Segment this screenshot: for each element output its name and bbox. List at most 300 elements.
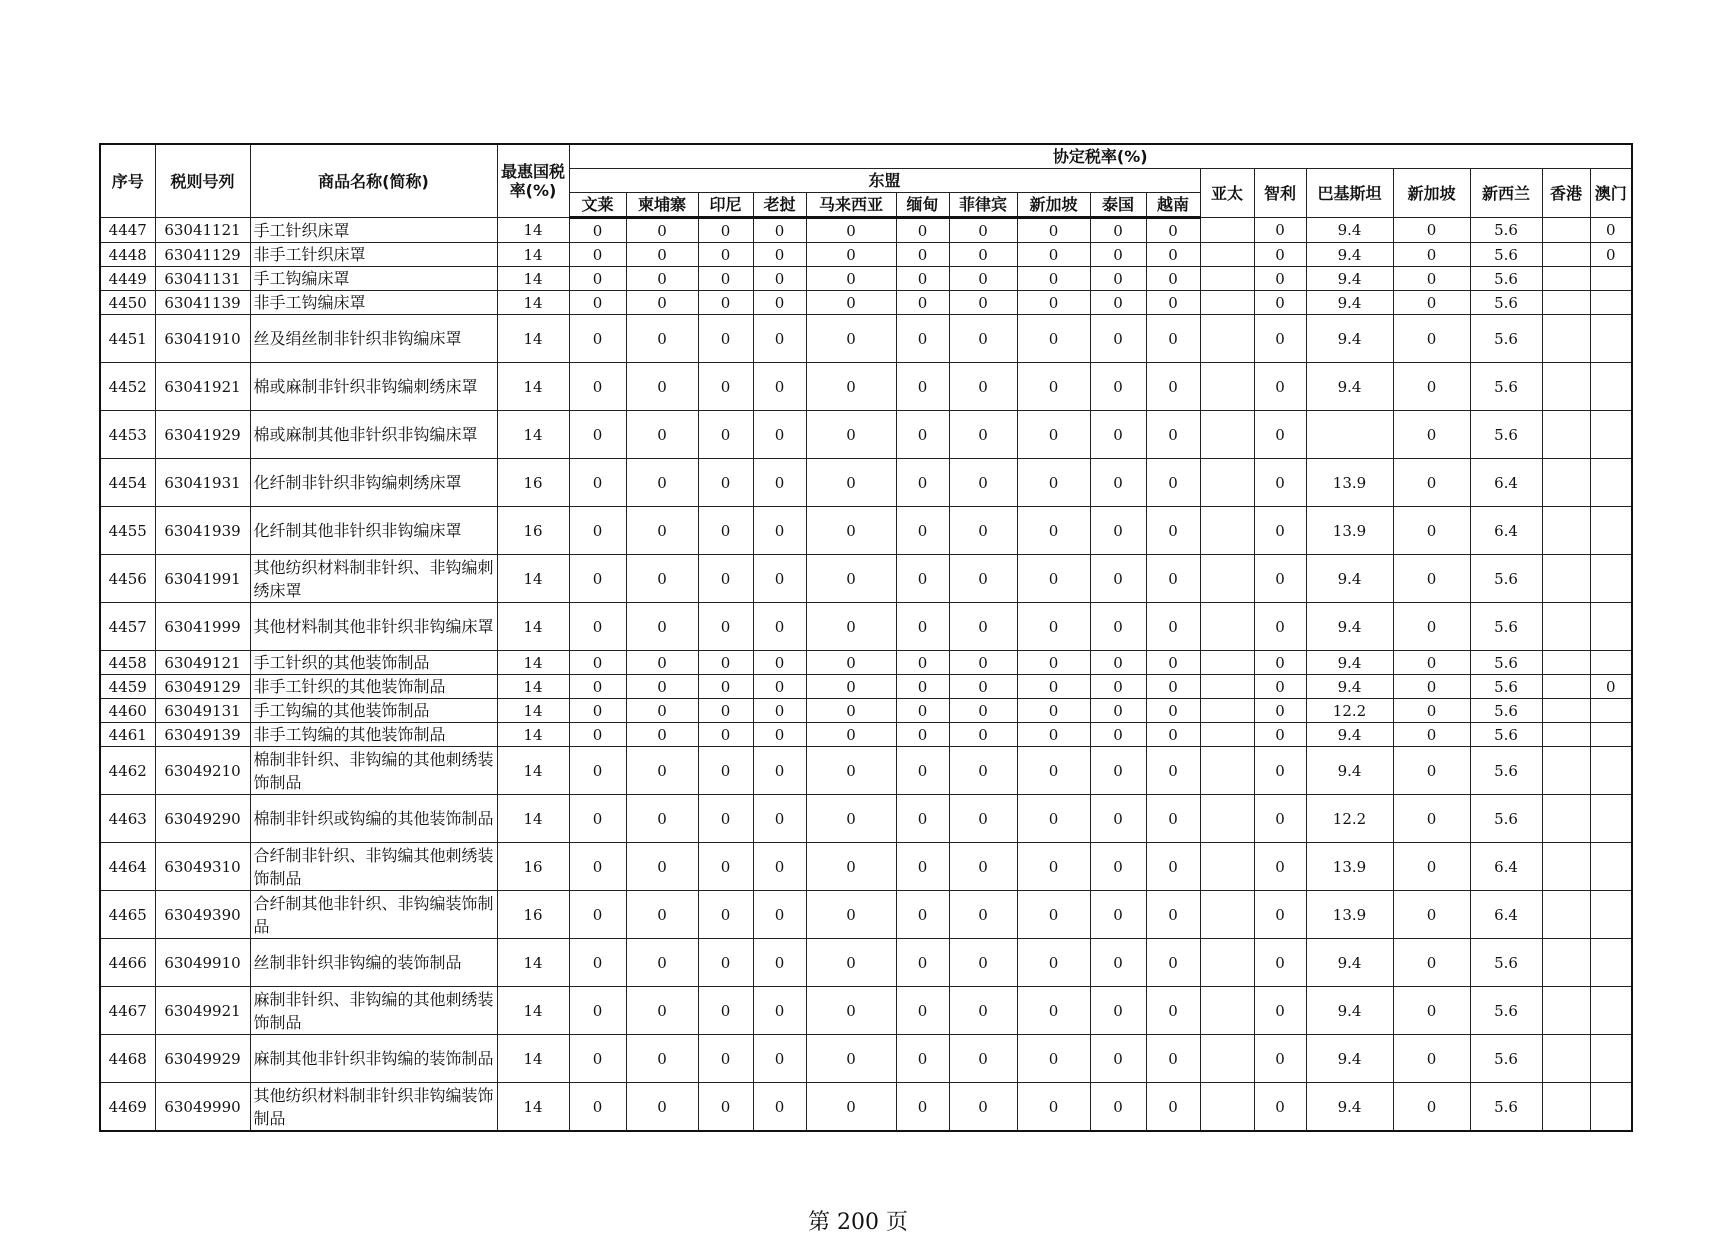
asean-rate-cell: 0 (1017, 675, 1090, 699)
asean-rate-cell: 0 (949, 315, 1017, 363)
header-seq: 序号 (100, 144, 155, 218)
mfn-cell: 14 (497, 675, 569, 699)
code-cell: 63049921 (155, 987, 250, 1035)
asean-rate-cell: 0 (896, 291, 949, 315)
code-cell: 63049210 (155, 747, 250, 795)
hong-kong-cell (1542, 699, 1590, 723)
asean-rate-cell: 0 (569, 218, 626, 243)
asean-rate-cell: 0 (569, 723, 626, 747)
pakistan-cell: 9.4 (1306, 1083, 1393, 1132)
asean-rate-cell: 0 (806, 987, 896, 1035)
pakistan-cell: 9.4 (1306, 1035, 1393, 1083)
chile-cell: 0 (1254, 243, 1306, 267)
asean-rate-cell: 0 (1017, 747, 1090, 795)
asean-rate-cell: 0 (1146, 459, 1200, 507)
apta-cell (1200, 218, 1254, 243)
asean-rate-cell: 0 (626, 315, 698, 363)
apta-cell (1200, 987, 1254, 1035)
code-cell: 63041129 (155, 243, 250, 267)
asean-rate-cell: 0 (753, 675, 806, 699)
asean-rate-cell: 0 (626, 939, 698, 987)
asean-rate-cell: 0 (698, 267, 753, 291)
table-row (100, 1083, 1632, 1132)
asean-rate-cell: 0 (626, 459, 698, 507)
asean-rate-cell: 0 (753, 843, 806, 891)
seq-cell: 4462 (100, 747, 155, 795)
apta-cell (1200, 291, 1254, 315)
asean-rate-cell: 0 (698, 699, 753, 723)
macau-cell (1590, 987, 1632, 1035)
header-agreement: 协定税率(%) (569, 144, 1632, 169)
asean-rate-cell: 0 (1090, 1083, 1146, 1132)
asean-rate-cell: 0 (1146, 507, 1200, 555)
pakistan-cell: 9.4 (1306, 987, 1393, 1035)
header-brunei: 文莱 (569, 193, 626, 218)
asean-rate-cell: 0 (1146, 1083, 1200, 1132)
table-row (100, 267, 1632, 291)
asean-rate-cell: 0 (626, 651, 698, 675)
chile-cell: 0 (1254, 723, 1306, 747)
asean-rate-cell: 0 (1146, 843, 1200, 891)
macau-cell (1590, 939, 1632, 987)
code-cell: 63049139 (155, 723, 250, 747)
asean-rate-cell: 0 (896, 411, 949, 459)
asean-rate-cell: 0 (949, 603, 1017, 651)
seq-cell: 4460 (100, 699, 155, 723)
table-row (100, 363, 1632, 411)
new-zealand-cell: 5.6 (1470, 747, 1542, 795)
apta-cell (1200, 267, 1254, 291)
asean-rate-cell: 0 (626, 843, 698, 891)
asean-rate-cell: 0 (753, 411, 806, 459)
macau-cell: 0 (1590, 243, 1632, 267)
new-zealand-cell: 5.6 (1470, 699, 1542, 723)
asean-rate-cell: 0 (1090, 603, 1146, 651)
seq-cell: 4456 (100, 555, 155, 603)
asean-rate-cell: 0 (569, 843, 626, 891)
asean-rate-cell: 0 (569, 1083, 626, 1132)
pakistan-cell: 9.4 (1306, 675, 1393, 699)
code-cell: 63041131 (155, 267, 250, 291)
macau-cell (1590, 1083, 1632, 1132)
seq-cell: 4452 (100, 363, 155, 411)
asean-rate-cell: 0 (753, 459, 806, 507)
table-row (100, 699, 1632, 723)
singapore-cell: 0 (1393, 267, 1470, 291)
hong-kong-cell (1542, 1035, 1590, 1083)
name-cell: 其他纺织材料制非针织、非钩编刺绣床罩 (250, 555, 497, 603)
macau-cell (1590, 891, 1632, 939)
asean-rate-cell: 0 (698, 459, 753, 507)
asean-rate-cell: 0 (1017, 411, 1090, 459)
asean-rate-cell: 0 (569, 243, 626, 267)
asean-rate-cell: 0 (569, 651, 626, 675)
asean-rate-cell: 0 (626, 795, 698, 843)
asean-rate-cell: 0 (753, 1035, 806, 1083)
apta-cell (1200, 507, 1254, 555)
macau-cell (1590, 459, 1632, 507)
asean-rate-cell: 0 (1090, 243, 1146, 267)
asean-rate-cell: 0 (1017, 363, 1090, 411)
pakistan-cell: 13.9 (1306, 843, 1393, 891)
asean-rate-cell: 0 (806, 315, 896, 363)
asean-rate-cell: 0 (1146, 218, 1200, 243)
asean-rate-cell: 0 (626, 603, 698, 651)
seq-cell: 4463 (100, 795, 155, 843)
hong-kong-cell (1542, 723, 1590, 747)
header-macau: 澳门 (1590, 169, 1632, 218)
name-cell: 棉或麻制非针织非钩编刺绣床罩 (250, 363, 497, 411)
name-cell: 手工针织床罩 (250, 218, 497, 243)
asean-rate-cell: 0 (626, 891, 698, 939)
asean-rate-cell: 0 (896, 843, 949, 891)
asean-rate-cell: 0 (1090, 795, 1146, 843)
singapore-cell: 0 (1393, 843, 1470, 891)
asean-rate-cell: 0 (698, 218, 753, 243)
asean-rate-cell: 0 (569, 795, 626, 843)
pakistan-cell: 9.4 (1306, 555, 1393, 603)
new-zealand-cell: 5.6 (1470, 603, 1542, 651)
asean-rate-cell: 0 (1146, 747, 1200, 795)
page-number: 第 200 页 (808, 1210, 908, 1235)
asean-rate-cell: 0 (569, 267, 626, 291)
code-cell: 63049290 (155, 795, 250, 843)
asean-rate-cell: 0 (806, 459, 896, 507)
singapore-cell: 0 (1393, 243, 1470, 267)
singapore-cell: 0 (1393, 291, 1470, 315)
new-zealand-cell: 5.6 (1470, 267, 1542, 291)
asean-rate-cell: 0 (698, 987, 753, 1035)
chile-cell: 0 (1254, 891, 1306, 939)
macau-cell (1590, 723, 1632, 747)
mfn-cell: 14 (497, 1035, 569, 1083)
asean-rate-cell: 0 (1017, 218, 1090, 243)
chile-cell: 0 (1254, 1035, 1306, 1083)
code-cell: 63041139 (155, 291, 250, 315)
asean-rate-cell: 0 (896, 218, 949, 243)
asean-rate-cell: 0 (626, 1083, 698, 1132)
asean-rate-cell: 0 (896, 699, 949, 723)
asean-rate-cell: 0 (949, 747, 1017, 795)
asean-rate-cell: 0 (806, 891, 896, 939)
asean-rate-cell: 0 (949, 291, 1017, 315)
hong-kong-cell (1542, 795, 1590, 843)
asean-rate-cell: 0 (1146, 699, 1200, 723)
chile-cell: 0 (1254, 603, 1306, 651)
singapore-cell: 0 (1393, 1083, 1470, 1132)
asean-rate-cell: 0 (896, 603, 949, 651)
asean-rate-cell: 0 (1090, 843, 1146, 891)
asean-rate-cell: 0 (896, 795, 949, 843)
chile-cell: 0 (1254, 675, 1306, 699)
header-new-zealand: 新西兰 (1470, 169, 1542, 218)
table-row (100, 843, 1632, 891)
macau-cell (1590, 291, 1632, 315)
code-cell: 63041921 (155, 363, 250, 411)
code-cell: 63049390 (155, 891, 250, 939)
asean-rate-cell: 0 (626, 291, 698, 315)
mfn-cell: 14 (497, 243, 569, 267)
code-cell: 63049990 (155, 1083, 250, 1132)
macau-cell (1590, 507, 1632, 555)
asean-rate-cell: 0 (806, 1083, 896, 1132)
name-cell: 其他材料制其他非针织非钩编床罩 (250, 603, 497, 651)
asean-rate-cell: 0 (569, 411, 626, 459)
asean-rate-cell: 0 (949, 555, 1017, 603)
new-zealand-cell: 5.6 (1470, 555, 1542, 603)
header-hong-kong: 香港 (1542, 169, 1590, 218)
mfn-cell: 14 (497, 555, 569, 603)
code-cell: 63049910 (155, 939, 250, 987)
asean-rate-cell: 0 (806, 411, 896, 459)
seq-cell: 4455 (100, 507, 155, 555)
asean-rate-cell: 0 (1146, 315, 1200, 363)
asean-rate-cell: 0 (896, 243, 949, 267)
pakistan-cell: 9.4 (1306, 603, 1393, 651)
hong-kong-cell (1542, 267, 1590, 291)
pakistan-cell: 9.4 (1306, 243, 1393, 267)
singapore-cell: 0 (1393, 507, 1470, 555)
asean-rate-cell: 0 (1017, 1035, 1090, 1083)
name-cell: 合纤制非针织、非钩编其他刺绣装饰制品 (250, 843, 497, 891)
mfn-cell: 14 (497, 315, 569, 363)
code-cell: 63041939 (155, 507, 250, 555)
singapore-cell: 0 (1393, 987, 1470, 1035)
asean-rate-cell: 0 (806, 243, 896, 267)
asean-rate-cell: 0 (1017, 243, 1090, 267)
tariff-table (99, 143, 1633, 1132)
asean-rate-cell: 0 (626, 243, 698, 267)
new-zealand-cell: 6.4 (1470, 459, 1542, 507)
seq-cell: 4448 (100, 243, 155, 267)
header-philippines: 菲律宾 (949, 193, 1017, 218)
asean-rate-cell: 0 (1017, 507, 1090, 555)
mfn-cell: 14 (497, 987, 569, 1035)
asean-rate-cell: 0 (626, 363, 698, 411)
asean-rate-cell: 0 (806, 1035, 896, 1083)
macau-cell (1590, 795, 1632, 843)
asean-rate-cell: 0 (753, 939, 806, 987)
asean-rate-cell: 0 (806, 795, 896, 843)
asean-rate-cell: 0 (806, 291, 896, 315)
asean-rate-cell: 0 (949, 843, 1017, 891)
table-row (100, 243, 1632, 267)
asean-rate-cell: 0 (806, 555, 896, 603)
apta-cell (1200, 843, 1254, 891)
asean-rate-cell: 0 (698, 651, 753, 675)
pakistan-cell: 9.4 (1306, 747, 1393, 795)
table-row (100, 987, 1632, 1035)
asean-rate-cell: 0 (896, 939, 949, 987)
chile-cell: 0 (1254, 459, 1306, 507)
asean-rate-cell: 0 (1146, 363, 1200, 411)
asean-rate-cell: 0 (1090, 411, 1146, 459)
asean-rate-cell: 0 (569, 363, 626, 411)
pakistan-cell: 9.4 (1306, 291, 1393, 315)
table-row (100, 891, 1632, 939)
asean-rate-cell: 0 (626, 267, 698, 291)
seq-cell: 4465 (100, 891, 155, 939)
asean-rate-cell: 0 (949, 459, 1017, 507)
apta-cell (1200, 795, 1254, 843)
asean-rate-cell: 0 (569, 291, 626, 315)
asean-rate-cell: 0 (1090, 699, 1146, 723)
asean-rate-cell: 0 (949, 795, 1017, 843)
header-chile: 智利 (1254, 169, 1306, 218)
asean-rate-cell: 0 (1090, 291, 1146, 315)
asean-rate-cell: 0 (753, 291, 806, 315)
mfn-cell: 16 (497, 891, 569, 939)
name-cell: 手工钩编床罩 (250, 267, 497, 291)
asean-rate-cell: 0 (1017, 651, 1090, 675)
name-cell: 非手工针织床罩 (250, 243, 497, 267)
code-cell: 63041991 (155, 555, 250, 603)
asean-rate-cell: 0 (1090, 651, 1146, 675)
asean-rate-cell: 0 (753, 315, 806, 363)
asean-rate-cell: 0 (896, 1035, 949, 1083)
name-cell: 麻制非针织、非钩编的其他刺绣装饰制品 (250, 987, 497, 1035)
seq-cell: 4453 (100, 411, 155, 459)
asean-rate-cell: 0 (569, 1035, 626, 1083)
new-zealand-cell: 5.6 (1470, 675, 1542, 699)
asean-rate-cell: 0 (626, 699, 698, 723)
macau-cell (1590, 1035, 1632, 1083)
asean-rate-cell: 0 (806, 699, 896, 723)
asean-rate-cell: 0 (1017, 699, 1090, 723)
name-cell: 手工钩编的其他装饰制品 (250, 699, 497, 723)
seq-cell: 4457 (100, 603, 155, 651)
macau-cell: 0 (1590, 675, 1632, 699)
asean-rate-cell: 0 (753, 651, 806, 675)
mfn-cell: 14 (497, 267, 569, 291)
table-row (100, 315, 1632, 363)
asean-rate-cell: 0 (949, 651, 1017, 675)
chile-cell: 0 (1254, 699, 1306, 723)
table-body (100, 218, 1632, 1132)
code-cell: 63049131 (155, 699, 250, 723)
asean-rate-cell: 0 (896, 675, 949, 699)
asean-rate-cell: 0 (753, 243, 806, 267)
apta-cell (1200, 1035, 1254, 1083)
asean-rate-cell: 0 (949, 987, 1017, 1035)
mfn-cell: 14 (497, 363, 569, 411)
singapore-cell: 0 (1393, 723, 1470, 747)
asean-rate-cell: 0 (806, 939, 896, 987)
asean-rate-cell: 0 (1146, 939, 1200, 987)
asean-rate-cell: 0 (949, 507, 1017, 555)
seq-cell: 4449 (100, 267, 155, 291)
asean-rate-cell: 0 (806, 651, 896, 675)
asean-rate-cell: 0 (626, 1035, 698, 1083)
header-vietnam: 越南 (1146, 193, 1200, 218)
asean-rate-cell: 0 (569, 603, 626, 651)
new-zealand-cell: 5.6 (1470, 651, 1542, 675)
asean-rate-cell: 0 (896, 555, 949, 603)
new-zealand-cell: 5.6 (1470, 795, 1542, 843)
asean-rate-cell: 0 (896, 267, 949, 291)
asean-rate-cell: 0 (753, 723, 806, 747)
mfn-cell: 16 (497, 459, 569, 507)
asean-rate-cell: 0 (1090, 1035, 1146, 1083)
asean-rate-cell: 0 (569, 507, 626, 555)
singapore-cell: 0 (1393, 555, 1470, 603)
seq-cell: 4450 (100, 291, 155, 315)
asean-rate-cell: 0 (753, 747, 806, 795)
chile-cell: 0 (1254, 939, 1306, 987)
asean-rate-cell: 0 (698, 243, 753, 267)
asean-rate-cell: 0 (806, 507, 896, 555)
hong-kong-cell (1542, 507, 1590, 555)
asean-rate-cell: 0 (806, 843, 896, 891)
new-zealand-cell: 5.6 (1470, 291, 1542, 315)
asean-rate-cell: 0 (1146, 795, 1200, 843)
asean-rate-cell: 0 (753, 507, 806, 555)
hong-kong-cell (1542, 651, 1590, 675)
chile-cell: 0 (1254, 747, 1306, 795)
asean-rate-cell: 0 (896, 891, 949, 939)
header-mfn: 最惠国税率(%) (497, 144, 569, 218)
new-zealand-cell: 5.6 (1470, 315, 1542, 363)
asean-rate-cell: 0 (1017, 315, 1090, 363)
hong-kong-cell (1542, 291, 1590, 315)
new-zealand-cell: 6.4 (1470, 891, 1542, 939)
asean-rate-cell: 0 (949, 218, 1017, 243)
apta-cell (1200, 459, 1254, 507)
macau-cell (1590, 699, 1632, 723)
asean-rate-cell: 0 (626, 723, 698, 747)
name-cell: 非手工钩编床罩 (250, 291, 497, 315)
asean-rate-cell: 0 (1017, 291, 1090, 315)
chile-cell: 0 (1254, 795, 1306, 843)
macau-cell (1590, 555, 1632, 603)
new-zealand-cell: 5.6 (1470, 1035, 1542, 1083)
code-cell: 63049121 (155, 651, 250, 675)
singapore-cell: 0 (1393, 699, 1470, 723)
asean-rate-cell: 0 (1017, 555, 1090, 603)
hong-kong-cell (1542, 603, 1590, 651)
asean-rate-cell: 0 (1090, 507, 1146, 555)
asean-rate-cell: 0 (626, 555, 698, 603)
macau-cell: 0 (1590, 218, 1632, 243)
chile-cell: 0 (1254, 843, 1306, 891)
new-zealand-cell: 5.6 (1470, 243, 1542, 267)
pakistan-cell: 9.4 (1306, 267, 1393, 291)
asean-rate-cell: 0 (569, 891, 626, 939)
header-myanmar: 缅甸 (896, 193, 949, 218)
asean-rate-cell: 0 (1146, 603, 1200, 651)
asean-rate-cell: 0 (569, 315, 626, 363)
asean-rate-cell: 0 (806, 603, 896, 651)
hong-kong-cell (1542, 218, 1590, 243)
chile-cell: 0 (1254, 363, 1306, 411)
asean-rate-cell: 0 (896, 723, 949, 747)
new-zealand-cell: 5.6 (1470, 939, 1542, 987)
table-row (100, 291, 1632, 315)
asean-rate-cell: 0 (806, 747, 896, 795)
header-thailand: 泰国 (1090, 193, 1146, 218)
asean-rate-cell: 0 (626, 747, 698, 795)
asean-rate-cell: 0 (1090, 218, 1146, 243)
table-row (100, 723, 1632, 747)
macau-cell (1590, 315, 1632, 363)
singapore-cell: 0 (1393, 675, 1470, 699)
asean-rate-cell: 0 (698, 939, 753, 987)
asean-rate-cell: 0 (806, 218, 896, 243)
new-zealand-cell: 6.4 (1470, 843, 1542, 891)
name-cell: 非手工钩编的其他装饰制品 (250, 723, 497, 747)
apta-cell (1200, 603, 1254, 651)
singapore-cell: 0 (1393, 218, 1470, 243)
